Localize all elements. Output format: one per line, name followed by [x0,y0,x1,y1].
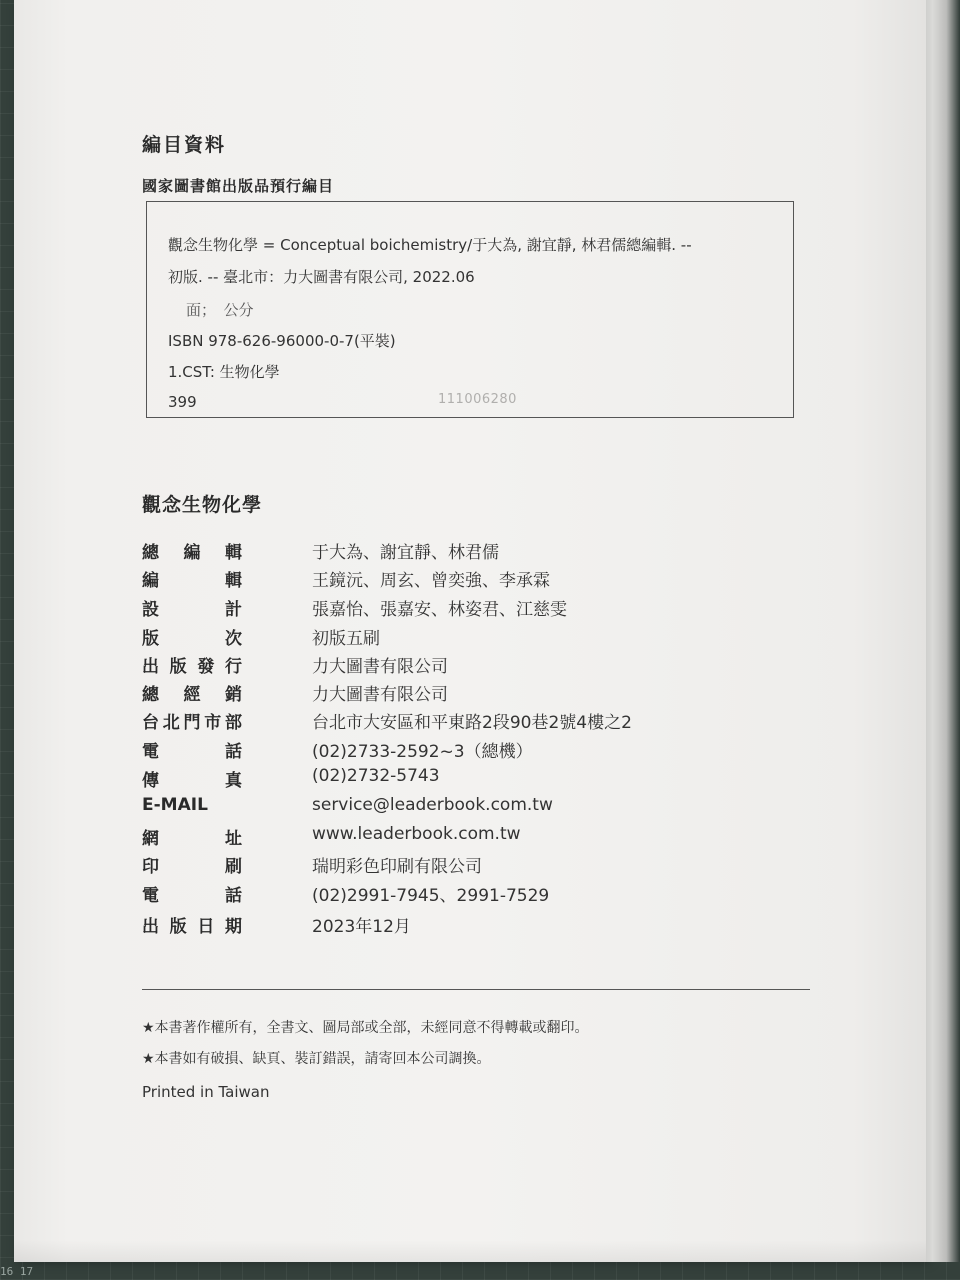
credit-row [142,881,822,907]
credit-label: 總編輯 [142,543,242,563]
cip-record-number: 111006280 [438,392,517,407]
credit-value: 張嘉怡、張嘉安、林姿君、江慈雯 [312,600,567,620]
footer-divider [142,989,810,990]
credit-label: 台北門市部 [142,713,242,733]
credit-label: 出版發行 [142,657,242,677]
cip-size-line: 面； 公分 [186,301,254,319]
page-bottom-shade [14,1240,926,1262]
credit-label: 設計 [142,600,242,620]
copyright-note: ★本書著作權所有，全書文、圖局部或全部，未經同意不得轉載或翻印。 [142,1020,589,1036]
cip-class-line: 399 [168,393,197,411]
credit-row [142,624,822,650]
credit-label: E-MAIL [142,795,208,815]
credit-row [142,708,822,734]
credit-value: 瑞明彩色印刷有限公司 [312,857,482,877]
credit-row [142,795,822,821]
credit-row [142,566,822,592]
catalog-subheading: 國家圖書館出版品預行編目 [142,177,335,195]
cip-isbn-line: ISBN 978-626-96000-0-7(平裝) [168,332,396,350]
credit-value: 2023年12月 [312,917,411,937]
credit-row [142,852,822,878]
credit-row [142,737,822,763]
credit-value: (02)2991-7945、2991-7529 [312,886,550,906]
credit-value: (02)2733-2592~3（總機） [312,742,533,762]
credit-row [142,652,822,678]
credit-value: 力大圖書有限公司 [312,685,448,705]
credit-value: service@leaderbook.com.tw [312,795,553,815]
credit-row [142,595,822,621]
credit-label: 總經銷 [142,685,242,705]
catalog-heading: 編目資料 [142,134,227,156]
credit-label: 編輯 [142,571,242,591]
credit-row [142,680,822,706]
credit-value: 王鏡沅、周玄、曾奕強、李承霖 [312,571,550,591]
credit-value: (02)2732-5743 [312,766,440,786]
mat-ruler-numbers: 16 17 [0,1265,34,1278]
credit-label: 傳真 [142,771,242,791]
credit-label: 版次 [142,629,242,649]
credit-row [142,912,822,938]
cip-edition-line: 初版. -- 臺北市：力大圖書有限公司, 2022.06 [168,268,475,286]
cip-title-line: 觀念生物化學 = Conceptual boichemistry/于大為, 謝宜靜, 林君儒總編輯. -- [168,236,692,254]
page-edge-shadow [926,0,960,1262]
credit-row [142,538,822,564]
credit-label: 網址 [142,829,242,849]
credit-row [142,824,822,850]
credit-label: 電話 [142,886,242,906]
credit-value: 力大圖書有限公司 [312,657,448,677]
printed-in-label: Printed in Taiwan [142,1083,270,1101]
cip-subject-line: 1.CST: 生物化學 [168,363,280,381]
book-title: 觀念生物化學 [142,494,263,516]
credit-row [142,766,822,792]
credit-label: 印刷 [142,857,242,877]
credit-value: 于大為、謝宜靜、林君儒 [312,543,499,563]
credit-value: www.leaderbook.com.tw [312,824,521,844]
damage-note: ★本書如有破損、缺頁、裝訂錯誤，請寄回本公司調換。 [142,1051,491,1067]
credit-value: 初版五刷 [312,629,380,649]
credit-label: 出版日期 [142,917,242,937]
credit-label: 電話 [142,742,242,762]
credit-value: 台北市大安區和平東路2段90巷2號4樓之2 [312,713,632,733]
